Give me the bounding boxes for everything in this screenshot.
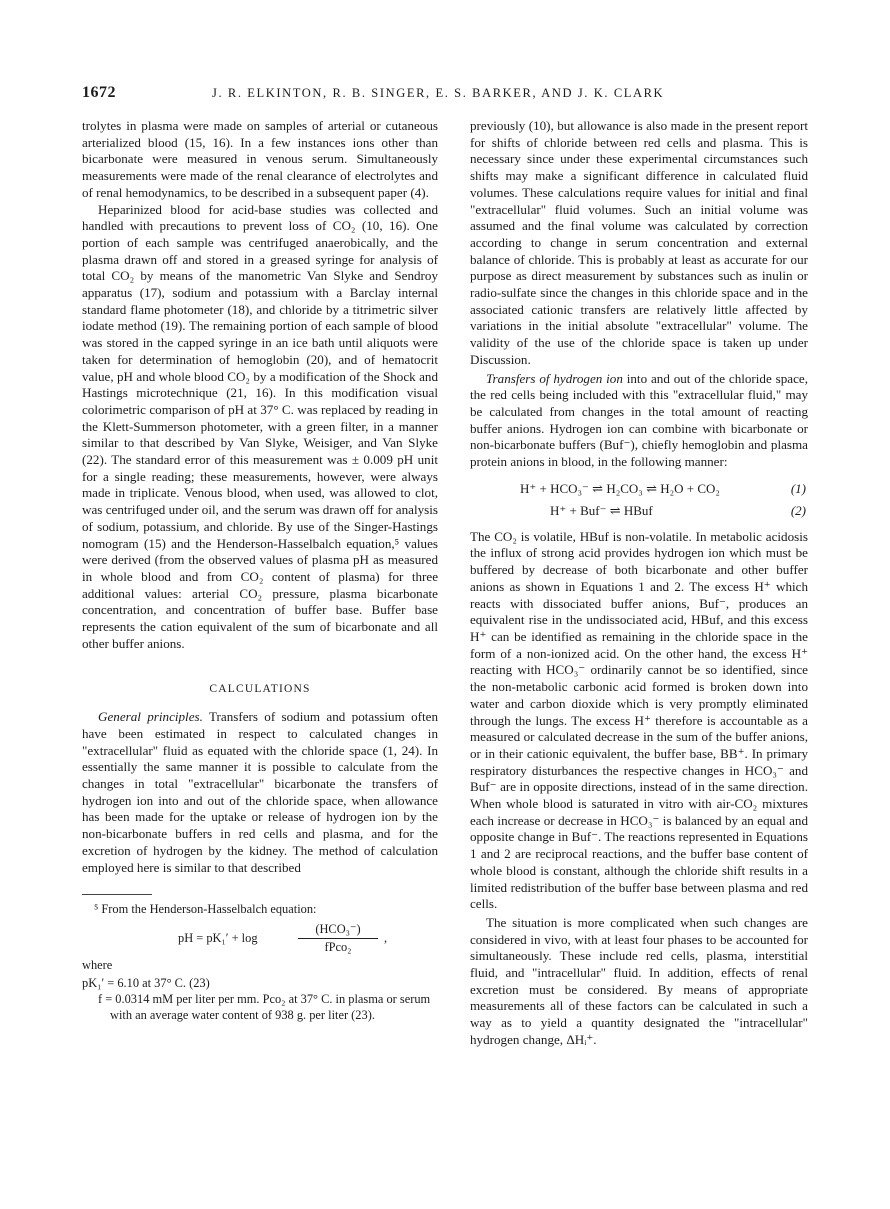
equations bbox=[470, 479, 808, 523]
running-header bbox=[82, 84, 808, 106]
equation-number: (1) bbox=[790, 480, 806, 496]
footnote bbox=[82, 901, 438, 1023]
paragraph bbox=[82, 709, 438, 876]
footnote-intro: ⁵ From the Henderson-Hasselbalch equation: bbox=[94, 902, 317, 917]
section-heading: CALCULATIONS bbox=[209, 682, 311, 695]
equation-2 bbox=[470, 501, 808, 523]
equation-text: H⁺ + Buf⁻ ⇌ HBuf bbox=[550, 502, 653, 518]
footnote-definition: pK₁′ = 6.10 at 37° C. (23) bbox=[82, 976, 210, 991]
formula-tail: , bbox=[384, 931, 388, 946]
equation-text: H⁺ + HCO₃⁻ ⇌ H₂CO₃ ⇌ H₂O + CO₂ bbox=[520, 480, 720, 496]
formula-fraction bbox=[298, 921, 378, 955]
footnote-divider bbox=[82, 894, 152, 895]
right-column bbox=[470, 118, 808, 1049]
paragraph: previously (10), but allowance is also made in the present report for shifts of chloride between red cells and plasma. This is necessary since under these experimental circumstances such shifts may make a significant difference in calculated fluid volumes. These calculations require values for initial and final "extracellular" fluid volumes. Such an initial volume was assumed and the final volume was calculated by correction according to change in serum concentration and external balance of chloride. This is probably at least as accurate for our purpose as direct measurement by substances such as inulin or radio-sulfate since the changes in this chloride space and in the associated cationic transfers are relatively little affected by variations in the initial absolute "extracellular" volume. The validity of the use of the chloride space is taken up under Discussion. bbox=[470, 118, 808, 367]
paragraph bbox=[470, 371, 808, 471]
paragraph-lead: Transfers of hydrogen ion bbox=[486, 370, 623, 386]
paragraph-text: into and out of the chloride space, the red cells being included with this "extracellular fluid," may be calculated from changes in the total amount of reacting buffer anions. Hydrogen ion can combine with bicarbonate or non-bicarbonate buffers (Buf⁻), chiefly hemoglobin and plasma protein anions in blood, in the following manner: bbox=[470, 370, 808, 470]
formula-denominator: fPco₂ bbox=[324, 940, 352, 955]
paragraph: The CO₂ is volatile, HBuf is non-volatile. In metabolic acidosis the influx of strong acid provides hydrogen ion which must be buffered by decrease of both bicarbonate and other buffer anions as shown in Equations 1 and 2. The excess H⁺ which reacts with dissociated buffer anions, Buf⁻, produces an equivalent rise in the undissociated acid, HBuf, and this excess H⁺ can be identified as remaining in the chloride space in the form of a non-ionized acid. On the other hand, the excess H⁺ reacting with HCO₃⁻ ordinarily cannot be so identified, since the non-metabolic carbonic acid formed is broken down into water and carbon dioxide which is very promptly eliminated through the lungs. The excess H⁺ therefore is accountable as a measured or calculated decrease in the sum of the buffer anions, or in their cationic equivalent, the buffer base, BB⁺. In primary respiratory disturbances the respective changes in HCO₃⁻ and Buf⁻ are in opposite directions, instead of in the same direction. When whole blood is saturated in vitro with air-CO₂ mixtures each increase or decrease in HCO₃⁻ is balanced by an equal and opposite change in Buf⁻. The reactions represented in Equations 1 and 2 are reciprocal reactions, and the buffer base content of whole blood is constant, although the chloride shift results in a limited redistribution of the buffer base between plasma and red cells. bbox=[470, 528, 808, 912]
left-column bbox=[82, 118, 438, 1023]
paragraph: The situation is more complicated when such changes are considered in vivo, with at least four phases to be accounted for simultaneously. These include red cells, plasma, interstitial fluid, and "intracellular" fluid. In addition, effects of renal excretion must be considered. By means of appropriate measurements all of these factors can be calculated in such a way as to yield a quantity designated the "intracellular" hydrogen change, ΔHᵢ⁺. bbox=[470, 914, 808, 1047]
paragraph: trolytes in plasma were made on samples of arterial or cutaneous arterialized blood (15, 16). In a few instances ions other than bicarbonate were measured in venous serum. Simultaneously measurements were made of the renal clearance of electrolytes and of renal hemodynamics, to be described in a subsequent paper (4). bbox=[82, 118, 438, 200]
footnote-where: where bbox=[82, 958, 113, 973]
footnote-definition: f = 0.0314 mM per liter per mm. Pco₂ at 37° C. in plasma or serum with an average water content of 938 g. per liter (23). bbox=[98, 992, 431, 1023]
paragraph: Heparinized blood for acid-base studies was collected and handled with precautions to prevent loss of CO₂ (10, 16). One portion of each sample was centrifuged anaerobically, and the plasma drawn off and stored in a greased syringe for analysis of total CO₂ by means of the manometric Van Slyke and Sendroy apparatus (17), sodium and potassium with a Barclay internal standard flame photometer (18), and chloride by a titrimetric silver iodate method (19). The remaining portion of each sample of blood was stored in the capped syringe in an ice bath until aliquots were taken for determination of hemoglobin (20), and of hematocrit value, pH and whole blood CO₂ by a modification of the Shock and Hastings microtechnique (21, 16). In this modification visual colorimetric comparison of pH at 37° C. was replaced by reading in the Klett-Summerson photometer, with a green filter, in a manner similar to that described by Van Slyke, Weisiger, and Van Slyke (22). The standard error of this measurement was ± 0.009 pH unit for a single reading; these measurements, however, were always made in triplicate. Venous blood, when used, was allowed to clot, was centrifuged under oil, and the serum was drawn off for analysis of sodium, potassium, and chloride. By use of the Singer-Hastings nomogram (15) and the Henderson-Hasselbalch equation,⁵ values were derived (from the observed values of plasma pH as measured in whole blood and from CO₂ content of plasma) for three additional values: arterial CO₂ pressure, plasma bicarbonate concentration, and concentration of buffer base. Buffer base represents the cation equivalent of the sum of bicarbonate and all other buffer anions. bbox=[82, 201, 438, 651]
paragraph-lead: General principles. bbox=[98, 709, 203, 725]
page-number: 1672 bbox=[82, 84, 116, 101]
formula-lhs: pH = pK₁′ + log bbox=[178, 931, 258, 946]
paragraph-text: Transfers of sodium and potassium often have been estimated in respect to calculated changes in "extracellular" fluid as equated with the chloride space (1, 24). In essentially the same manner it is possible to calculate from the changes in total "extracellular" bicarbonate the transfers of hydrogen ion into and out of the chloride space, when allowance has been made for the uptake or release of hydrogen ion by the non-bicarbonate buffers in red cells and plasma, and for the excretion of hydrogen by the kidney. The method of calculation employed here is similar to that described bbox=[82, 709, 438, 875]
equation-1 bbox=[470, 479, 808, 501]
formula-numerator: (HCO₃⁻) bbox=[298, 921, 378, 939]
author-line: J. R. ELKINTON, R. B. SINGER, E. S. BARKER, AND J. K. CLARK bbox=[212, 86, 665, 100]
equation-number: (2) bbox=[790, 502, 806, 518]
henderson-hasselbalch-formula bbox=[82, 921, 438, 955]
